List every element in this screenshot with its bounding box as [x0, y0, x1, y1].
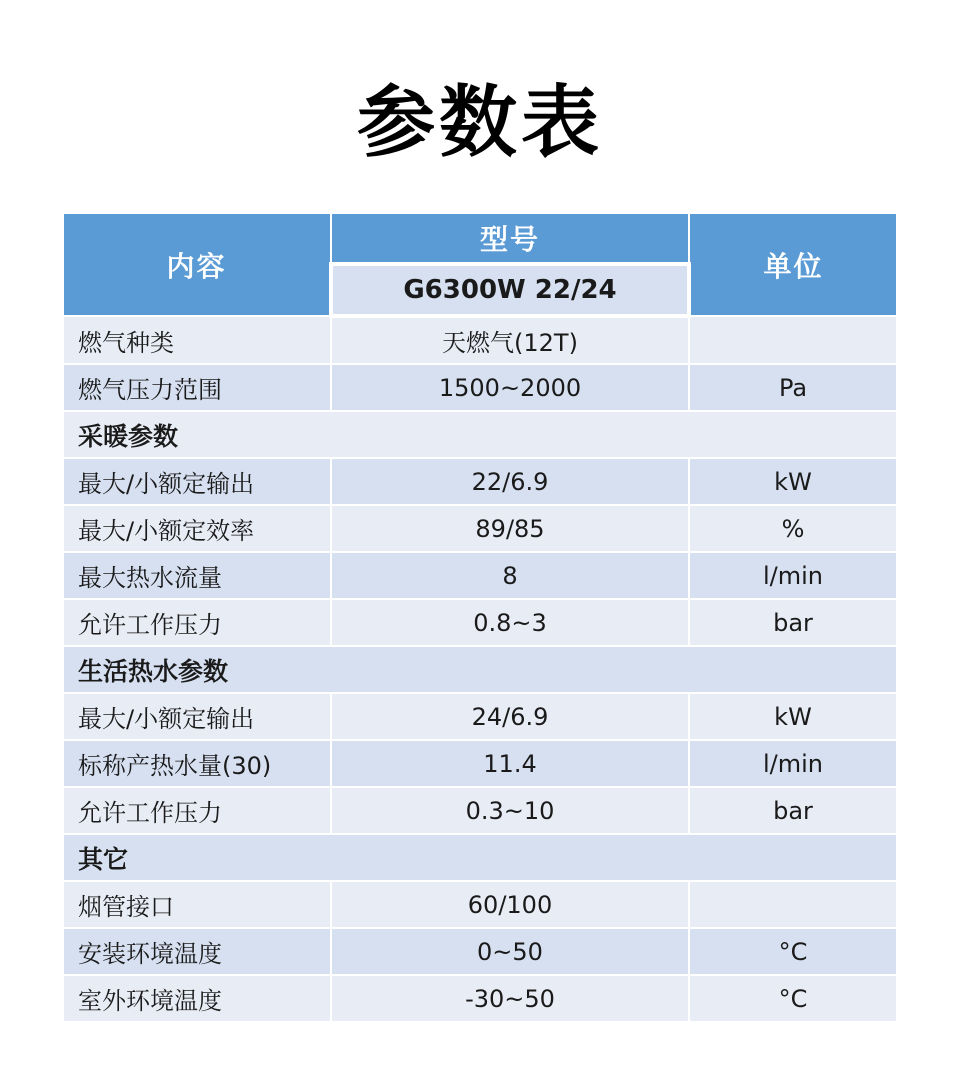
row-value: 22/6.9	[331, 458, 689, 505]
row-value: 0~50	[331, 928, 689, 975]
table-row	[63, 881, 897, 928]
row-value: 8	[331, 552, 689, 599]
header-content: 内容	[63, 213, 331, 316]
row-unit: kW	[689, 458, 897, 505]
row-unit	[689, 316, 897, 364]
row-label: 室外环境温度	[63, 975, 331, 1022]
table-row	[63, 740, 897, 787]
spec-table	[62, 212, 898, 1023]
section-row	[63, 411, 897, 458]
row-label: 安装环境温度	[63, 928, 331, 975]
table-row	[63, 928, 897, 975]
section-row	[63, 834, 897, 881]
row-unit: °C	[689, 928, 897, 975]
row-label: 燃气种类	[63, 316, 331, 364]
row-value: 24/6.9	[331, 693, 689, 740]
table-row	[63, 599, 897, 646]
section-label: 生活热水参数	[63, 646, 897, 693]
table-row	[63, 693, 897, 740]
row-unit: bar	[689, 599, 897, 646]
table-row	[63, 364, 897, 411]
row-label: 标称产热水量(30)	[63, 740, 331, 787]
row-label: 最大/小额定效率	[63, 505, 331, 552]
row-unit: l/min	[689, 740, 897, 787]
header-unit: 单位	[689, 213, 897, 316]
table-row	[63, 458, 897, 505]
header-model: 型号	[331, 213, 689, 264]
table-row	[63, 505, 897, 552]
row-label: 燃气压力范围	[63, 364, 331, 411]
row-unit: bar	[689, 787, 897, 834]
row-label: 最大/小额定输出	[63, 693, 331, 740]
table-row	[63, 787, 897, 834]
row-label: 允许工作压力	[63, 787, 331, 834]
section-label: 其它	[63, 834, 897, 881]
row-label: 最大热水流量	[63, 552, 331, 599]
row-value: 0.3~10	[331, 787, 689, 834]
table-row	[63, 316, 897, 364]
row-unit: l/min	[689, 552, 897, 599]
page-title: 参数表	[356, 78, 603, 168]
section-label: 采暖参数	[63, 411, 897, 458]
row-label: 烟管接口	[63, 881, 331, 928]
row-value: 0.8~3	[331, 599, 689, 646]
table-row	[63, 975, 897, 1022]
row-value: -30~50	[331, 975, 689, 1022]
row-value: 60/100	[331, 881, 689, 928]
row-unit: Pa	[689, 364, 897, 411]
row-value: 1500~2000	[331, 364, 689, 411]
row-label: 允许工作压力	[63, 599, 331, 646]
model-name: G6300W 22/24	[331, 264, 689, 316]
row-label: 最大/小额定输出	[63, 458, 331, 505]
table-body	[63, 316, 897, 1022]
row-unit: %	[689, 505, 897, 552]
row-unit: kW	[689, 693, 897, 740]
row-unit	[689, 881, 897, 928]
section-row	[63, 646, 897, 693]
row-value: 89/85	[331, 505, 689, 552]
row-value: 天燃气(12T)	[331, 316, 689, 364]
table-row	[63, 552, 897, 599]
row-value: 11.4	[331, 740, 689, 787]
row-unit: °C	[689, 975, 897, 1022]
